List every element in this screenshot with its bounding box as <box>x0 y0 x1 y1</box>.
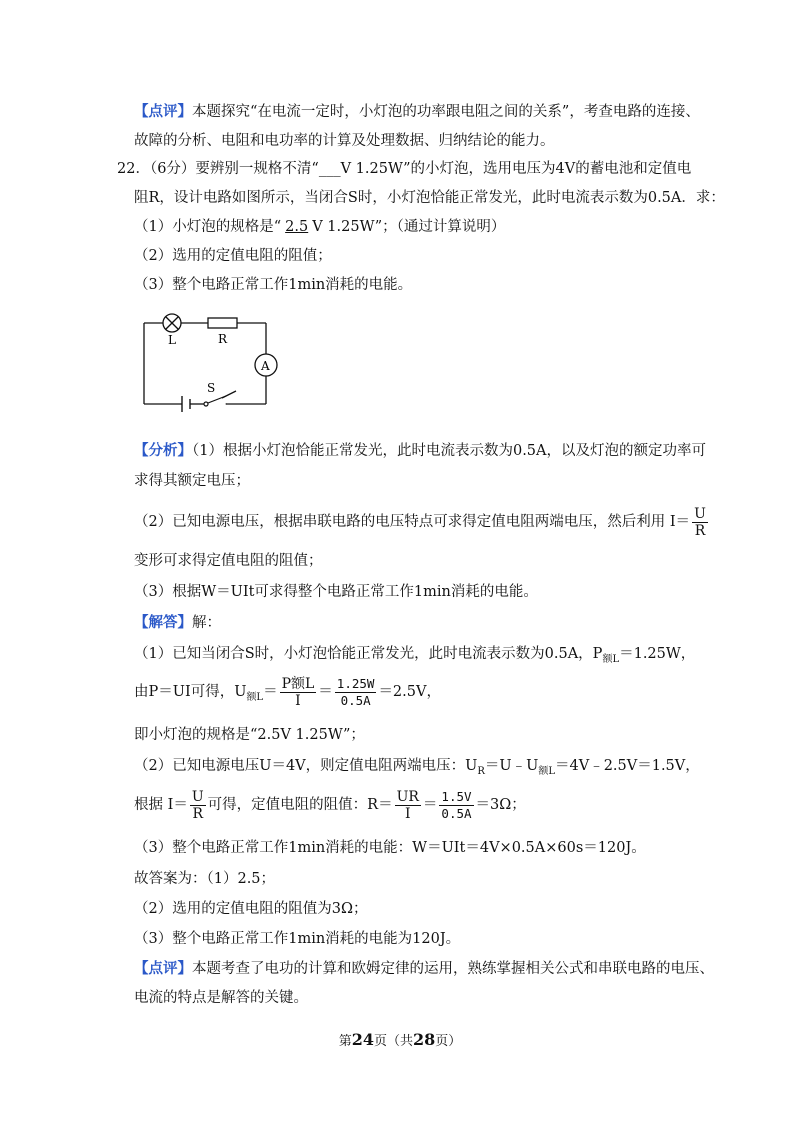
battery-symbol <box>182 396 190 412</box>
solution-line-1: （1）已知当闭合S时，小灯泡恰能正常发光，此时电流表示数为0.5A，$P_{额L}=1.25W$， <box>134 646 696 665</box>
voltage-over-current-fraction: $\frac{UR}{I}$ <box>396 788 419 822</box>
page-total: 28 <box>413 1030 436 1049</box>
answer-blank: 2.5 <box>285 219 309 235</box>
solution-line-5: 根据 I＝ $\frac{U}{R}$ 可得，定值电阻的阻值：R＝ $\frac{UR}{I}$ ＝ $\frac{1.5V}{0.5A}$ ＝3Ω； <box>134 788 526 822</box>
question-stem: 22．（6分）要辨别一规格不清“___V 1.25W”的小灯泡，选用电压为4V的蓄电池和定值电 <box>117 161 692 177</box>
solution-line-6: （3）整个电路正常工作1min消耗的电能：W＝UIt＝4V×0.5A×60s＝120J。 <box>134 840 646 856</box>
review-text: 本题探究“在电流一定时，小灯泡的功率跟电阻之间的关系”，考查电路的连接、 <box>192 104 700 120</box>
review-paragraph-1-cont: 故障的分析、电阻和电功率的计算及处理数据、归纳结论的能力。 <box>134 133 555 149</box>
ohm-law-fraction-2: $\frac{U}{R}$ <box>191 788 204 822</box>
analysis-line-1: 【分析】（1）根据小灯泡恰能正常发光，此时电流表示数为0.5A，以及灯泡的额定功率可 <box>134 442 707 459</box>
solution-line-4: （2）已知电源电压U＝4V，则定值电阻两端电压：$U_R=U﹣U_{额L}=4V﹣2.5V=1.5V$， <box>134 758 700 777</box>
solution-line-2: 由P＝UI可得，$U_{额L}=$ $\frac{\text{P额L}}{I}$ ＝ $\frac{1.25W}{0.5A}$ ＝2.5V， <box>134 675 441 709</box>
review-paragraph-2: 【点评】本题考查了电功的计算和欧姆定律的运用，熟练掌握相关公式和串联电路的电压、 <box>134 960 714 977</box>
review-tag: 【点评】 <box>134 103 192 120</box>
question-part-2: （2）选用的定值电阻的阻值； <box>134 248 332 264</box>
solution-header: 【解答】解： <box>134 614 221 631</box>
answer-summary: 故答案为：（1）2.5； <box>134 871 276 887</box>
value-fraction-2: $\frac{1.5V}{0.5A}$ <box>441 788 472 821</box>
solution-line-3: 即小灯泡的规格是“2.5V 1.25W”； <box>134 727 365 743</box>
analysis-line-2: 求得其额定电压； <box>134 473 250 489</box>
ohm-law-fraction: $\frac{U}{R}$ <box>694 505 706 539</box>
question-part-1: （1）小灯泡的规格是“ 2.5 V 1.25W”；（通过计算说明） <box>134 219 506 235</box>
lamp-symbol <box>163 314 181 332</box>
review-paragraph-1 <box>134 102 700 122</box>
switch-label: S <box>207 381 216 395</box>
analysis-line-4: 变形可求得定值电阻的阻值； <box>134 553 323 569</box>
page-footer: 第24页（共28页） <box>338 1030 462 1049</box>
review-tag-2: 【点评】 <box>134 960 192 977</box>
resistor-symbol <box>208 318 237 328</box>
answer-part-2: （2）选用的定值电阻的阻值为3Ω； <box>134 901 368 917</box>
power-over-current-fraction: $\frac{\text{P额L}}{I}$ <box>281 675 315 709</box>
value-fraction-1: $\frac{1.25W}{0.5A}$ <box>336 675 375 708</box>
lamp-label: L <box>168 333 176 347</box>
circuit-diagram <box>130 300 290 412</box>
analysis-line-3: （2）已知电源电压，根据串联电路的电压特点可求得定值电阻两端电压，然后利用 I＝ $\frac{U}{R}$ <box>134 505 706 539</box>
solution-tag: 【解答】 <box>134 614 192 631</box>
question-stem-cont: 阻R，设计电路如图所示，当闭合S时，小灯泡恰能正常发光，此时电流表示数为0.5A．求： <box>134 190 725 206</box>
page-number: 24 <box>351 1030 374 1049</box>
question-part-3: （3）整个电路正常工作1min消耗的电能。 <box>134 277 413 293</box>
analysis-line-5: （3）根据W＝UIt可求得整个电路正常工作1min消耗的电能。 <box>134 584 538 600</box>
switch-symbol <box>204 396 226 406</box>
resistor-label: R <box>218 332 228 346</box>
review-paragraph-2-cont: 电流的特点是解答的关键。 <box>134 990 308 1006</box>
analysis-tag: 【分析】 <box>134 442 192 459</box>
ammeter-label: A <box>261 359 270 373</box>
answer-part-3: （3）整个电路正常工作1min消耗的电能为120J。 <box>134 931 461 947</box>
